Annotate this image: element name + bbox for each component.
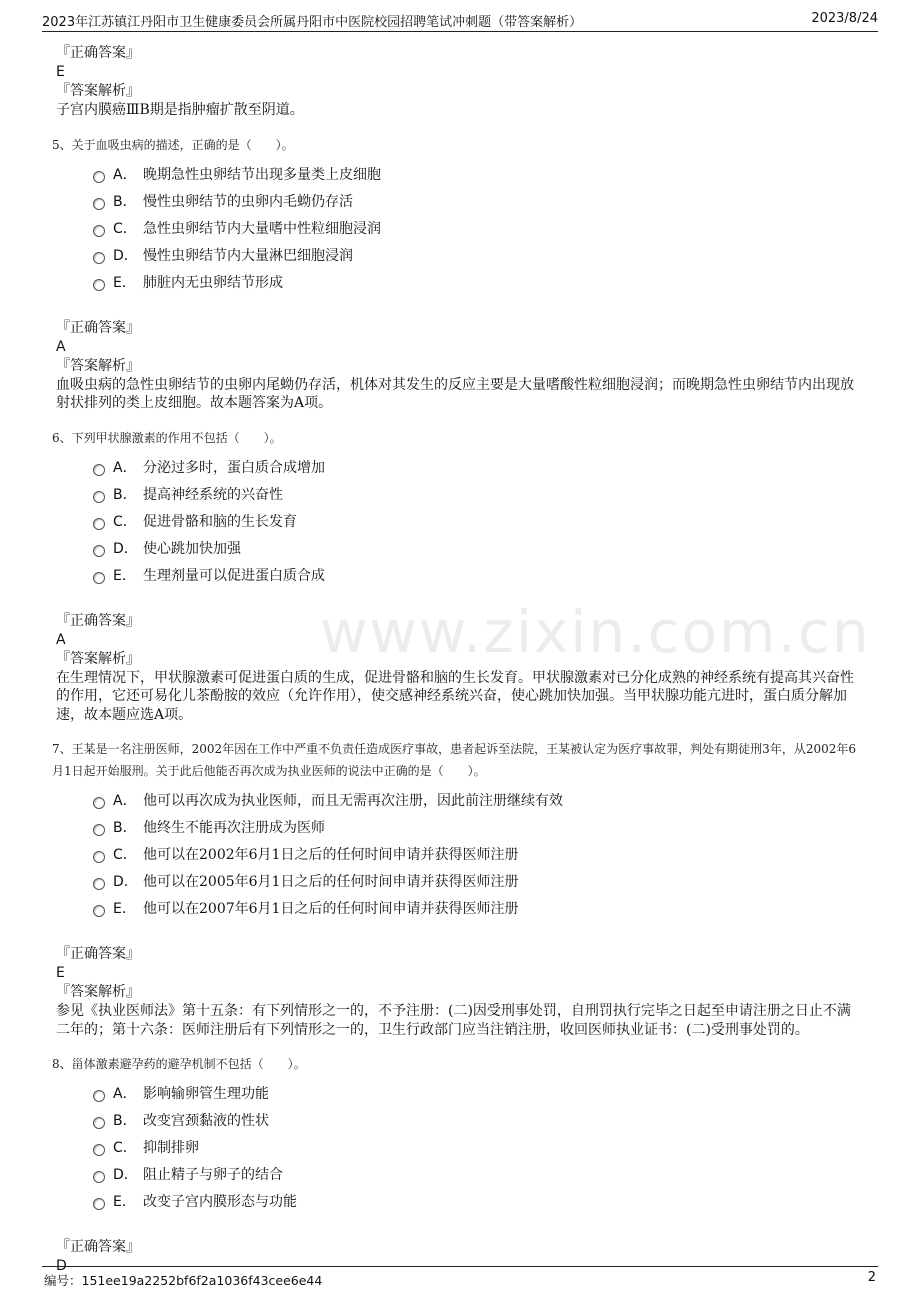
question-text: 7、王某是一名注册医师，2002年因在工作中严重不负责任造成医疗事故，患者起诉至法院，王某被认定为医疗事故罪，判处有期徒刑3年，从2002年6月1日起开始服刑。关于此后他能否再次成为执业医师的说法中正确的是（ ）。 <box>52 742 856 778</box>
option-text: 分泌过多时，蛋白质合成增加 <box>143 459 325 476</box>
option-text: 阻止精子与卵子的结合 <box>143 1167 283 1183</box>
footer-divider <box>42 1266 878 1267</box>
explanation-text: 血吸虫病的急性虫卵结节的虫卵内尾蚴仍存活，机体对其发生的反应主要是大量嗜酸性粒细胞浸润；而晚期急性虫卵结节内出现放射状排列的类上皮细胞。故本题答案为A项。 <box>56 376 854 411</box>
answer-value: A <box>56 631 66 648</box>
option-key: A． <box>113 166 137 183</box>
option-b[interactable] <box>56 482 864 509</box>
option-key: A． <box>113 793 137 809</box>
option-text: 他终生不能再次注册成为医师 <box>143 820 325 836</box>
option-text: 他可以再次成为执业医师，而且无需再次注册，因此前注册继续有效 <box>143 793 563 809</box>
document-title: 2023年江苏镇江丹阳市卫生健康委员会所属丹阳市中医院校园招聘笔试冲刺题（带答案解析） <box>42 15 583 30</box>
option-key: D． <box>113 874 138 890</box>
option-text: 慢性虫卵结节内大量淋巴细胞浸润 <box>143 247 353 264</box>
answer-value: D <box>56 1258 67 1274</box>
explanation-label: 『答案解析』 <box>56 984 140 1000</box>
answer-label: 『正确答案』 <box>56 946 140 962</box>
option-text: 他可以在2002年6月1日之后的任何时间申请并获得医师注册 <box>143 847 519 863</box>
option-text: 他可以在2007年6月1日之后的任何时间申请并获得医师注册 <box>143 901 519 917</box>
radio-button[interactable] <box>93 824 105 836</box>
question-text: 8、甾体激素避孕药的避孕机制不包括（ ）。 <box>52 1057 306 1071</box>
option-key: D． <box>113 247 138 264</box>
answer-value: E <box>56 64 65 80</box>
option-key: E． <box>113 567 136 584</box>
option-c[interactable] <box>56 1135 864 1162</box>
document-date: 2023/8/24 <box>811 11 878 26</box>
radio-button[interactable] <box>93 905 105 917</box>
option-key: A． <box>113 1086 137 1102</box>
option-list <box>56 455 864 590</box>
option-e[interactable] <box>56 896 864 923</box>
explanation-text: 在生理情况下，甲状腺激素可促进蛋白质的生成，促进骨骼和脑的生长发育。甲状腺激素对已分化成熟的神经系统有提高其兴奋性的作用，它还可易化儿茶酚胺的效应（允许作用），使交感神经系统兴奋，使心跳加快加强。当甲状腺功能亢进时，蛋白质分解加速，故本题应选A项。 <box>56 669 854 723</box>
radio-button[interactable] <box>93 171 105 183</box>
explanation-label: 『答案解析』 <box>56 357 140 374</box>
option-a[interactable] <box>56 788 864 815</box>
option-a[interactable] <box>56 455 864 482</box>
option-a[interactable] <box>56 1081 864 1108</box>
option-text: 使心跳加快加强 <box>143 540 241 557</box>
option-text: 肺脏内无虫卵结节形成 <box>143 274 283 291</box>
option-list <box>56 162 864 297</box>
option-key: E． <box>113 901 136 917</box>
radio-button[interactable] <box>93 1171 105 1183</box>
option-list <box>56 788 864 923</box>
radio-button[interactable] <box>93 198 105 210</box>
option-text: 促进骨骼和脑的生长发育 <box>143 513 297 530</box>
option-e[interactable] <box>56 563 864 590</box>
radio-button[interactable] <box>93 279 105 291</box>
option-key: D． <box>113 1167 138 1183</box>
question-text: 6、下列甲状腺激素的作用不包括（ ）。 <box>52 430 282 445</box>
header-divider <box>42 31 878 32</box>
page-number: 2 <box>867 1270 876 1285</box>
radio-button[interactable] <box>93 572 105 584</box>
answer-label: 『正确答案』 <box>56 45 140 61</box>
option-key: C． <box>113 1140 137 1156</box>
radio-button[interactable] <box>93 225 105 237</box>
option-text: 慢性虫卵结节的虫卵内毛蚴仍存活 <box>143 193 353 210</box>
radio-button[interactable] <box>93 878 105 890</box>
option-d[interactable] <box>56 1162 864 1189</box>
explanation-text: 子宫内膜癌ⅢB期是指肿瘤扩散至阴道。 <box>56 102 304 118</box>
option-c[interactable] <box>56 509 864 536</box>
explanation-label: 『答案解析』 <box>56 650 140 667</box>
option-d[interactable] <box>56 536 864 563</box>
page-content <box>52 44 864 1276</box>
option-key: A． <box>113 459 137 476</box>
option-key: B． <box>113 486 137 503</box>
radio-button[interactable] <box>93 464 105 476</box>
option-b[interactable] <box>56 815 864 842</box>
explanation-text: 参见《执业医师法》第十五条：有下列情形之一的，不予注册：(二)因受刑事处罚，自刑罚执行完毕之日起至申请注册之日止不满二年的；第十六条：医师注册后有下列情形之一的，卫生行政部门应当注销注册，收回医师执业证书：(二)受刑事处罚的。 <box>56 1003 851 1038</box>
option-key: B． <box>113 1113 137 1129</box>
page-header <box>0 0 920 38</box>
radio-button[interactable] <box>93 518 105 530</box>
radio-button[interactable] <box>93 1090 105 1102</box>
option-b[interactable] <box>56 1108 864 1135</box>
option-text: 急性虫卵结节内大量嗜中性粒细胞浸润 <box>143 220 381 237</box>
question-text: 5、关于血吸虫病的描述，正确的是（ ）。 <box>52 137 294 152</box>
watermark: www.zixin.com.cn <box>320 598 871 666</box>
option-e[interactable] <box>56 1189 864 1216</box>
option-key: B． <box>113 820 137 836</box>
option-key: D． <box>113 540 138 557</box>
option-key: C． <box>113 220 137 237</box>
document-code: 编号：151ee19a2252bf6f2a1036f43cee6e44 <box>44 1273 323 1288</box>
explanation-label: 『答案解析』 <box>56 83 140 99</box>
option-key: E． <box>113 274 136 291</box>
option-d[interactable] <box>56 243 864 270</box>
option-d[interactable] <box>56 869 864 896</box>
radio-button[interactable] <box>93 1117 105 1129</box>
option-text: 抑制排卵 <box>143 1140 199 1156</box>
option-text: 改变子宫内膜形态与功能 <box>143 1194 297 1210</box>
option-text: 影响输卵管生理功能 <box>143 1086 269 1102</box>
answer-label: 『正确答案』 <box>56 319 140 336</box>
option-text: 他可以在2005年6月1日之后的任何时间申请并获得医师注册 <box>143 874 519 890</box>
answer-label: 『正确答案』 <box>56 1239 140 1255</box>
option-key: C． <box>113 847 137 863</box>
radio-button[interactable] <box>93 797 105 809</box>
radio-button[interactable] <box>93 1198 105 1210</box>
radio-button[interactable] <box>93 252 105 264</box>
option-text: 提高神经系统的兴奋性 <box>143 486 283 503</box>
radio-button[interactable] <box>93 1144 105 1156</box>
option-text: 生理剂量可以促进蛋白质合成 <box>143 567 325 584</box>
option-key: C． <box>113 513 137 530</box>
option-a[interactable] <box>56 162 864 189</box>
option-text: 晚期急性虫卵结节出现多量类上皮细胞 <box>143 166 381 183</box>
answer-value: E <box>56 965 65 981</box>
option-key: B． <box>113 193 137 210</box>
option-list <box>56 1081 864 1216</box>
option-c[interactable] <box>56 842 864 869</box>
radio-button[interactable] <box>93 545 105 557</box>
radio-button[interactable] <box>93 851 105 863</box>
option-e[interactable] <box>56 270 864 297</box>
radio-button[interactable] <box>93 491 105 503</box>
option-key: E． <box>113 1194 136 1210</box>
option-b[interactable] <box>56 189 864 216</box>
option-text: 改变宫颈黏液的性状 <box>143 1113 269 1129</box>
answer-label: 『正确答案』 <box>56 612 140 629</box>
answer-value: A <box>56 338 66 355</box>
option-c[interactable] <box>56 216 864 243</box>
